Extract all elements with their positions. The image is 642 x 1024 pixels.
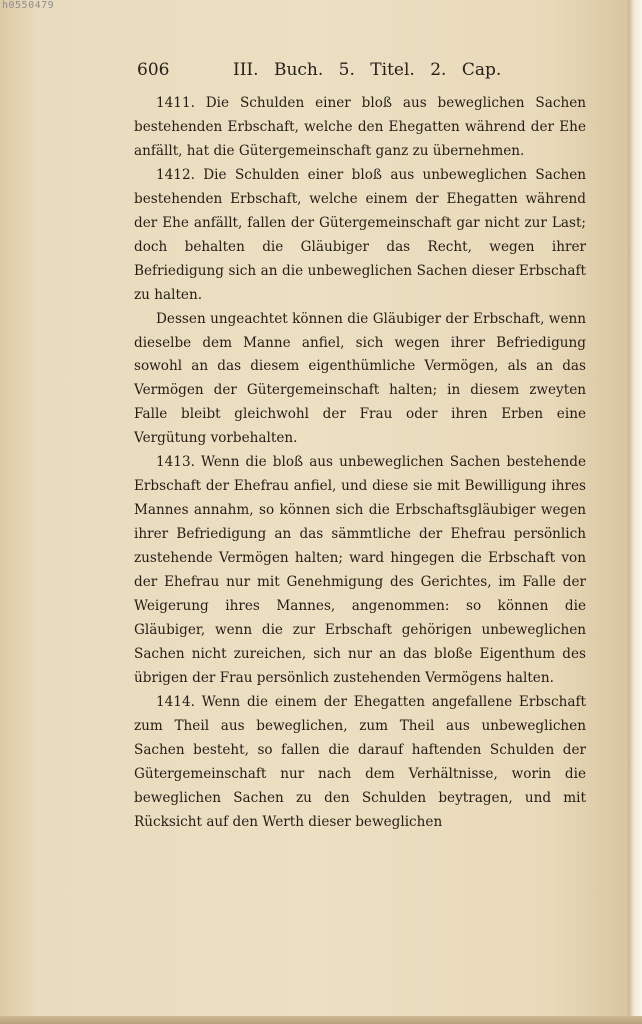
paragraph-1411: 1411. Die Schulden einer bloß aus beweglichen Sachen bestehenden Erbschaft, welche den Ehegatten während der Ehe anfällt, hat die Gütergemeinschaft ganz zu übernehmen.	[134, 95, 586, 159]
paragraph-1414: 1414. Wenn die einem der Ehegatten angefallene Erbschaft zum Theil aus beweglichen, zum Theil aus unbeweglichen Sachen besteht, so fallen die darauf haftenden Schulden der Gütergemeinschaft nur nach dem Verhältnisse, worin die beweglichen Sachen zu den Schulden beytragen, und mit Rücksicht auf den Werth dieser beweglichen	[134, 693, 586, 830]
running-head	[137, 60, 587, 84]
paragraph-1412: 1412. Die Schulden einer bloß aus unbeweglichen Sachen bestehenden Erbschaft, welche einem der Ehegatten während der Ehe anfällt, fallen der Gütergemeinschaft gar nicht zur Last; doch behalten die Gläubiger das Recht, wegen ihrer Befriedigung sich an die unbeweglichen Sachen dieser Erbschaft zu halten.	[134, 166, 586, 303]
page-number: 606	[137, 60, 170, 80]
scan-id-stamp: h0550479	[2, 0, 55, 11]
paragraph-1412-continued: Dessen ungeachtet können die Gläubiger der Erbschaft, wenn dieselbe dem Manne anfiel, sich wegen ihrer Befriedigung sowohl an das diesem eigenthümliche Vermögen, als an das Vermögen der Gütergemeinschaft halten; in diesem zweyten Falle bleibt gleichwohl der Frau oder ihren Erben eine Vergütung vorbehalten.	[134, 310, 586, 447]
chapter-heading: III. Buch. 5. Titel. 2. Cap.	[233, 60, 502, 80]
paragraph-1413: 1413. Wenn die bloß aus unbeweglichen Sachen bestehende Erbschaft der Ehefrau anfiel, und diese sie mit Bewilligung ihres Mannes annahm, so können sich die Erbschaftsgläubiger wegen ihrer Befriedigung an das sämmtliche der Ehefrau persönlich zustehende Vermögen halten; ward hingegen die Erbschaft von der Ehefrau nur mit Genehmigung des Gerichtes, im Falle der Weigerung ihres Mannes, angenommen: so können die Gläubiger, wenn die zur Erbschaft gehörigen unbeweglichen Sachen nicht zureichen, sich nur an das bloße Eigenthum des übrigen der Frau persönlich zustehenden Vermögens halten.	[134, 454, 586, 686]
page-edge-bottom	[0, 1016, 642, 1024]
body-text	[134, 92, 586, 835]
page-edge-right	[628, 0, 642, 1024]
